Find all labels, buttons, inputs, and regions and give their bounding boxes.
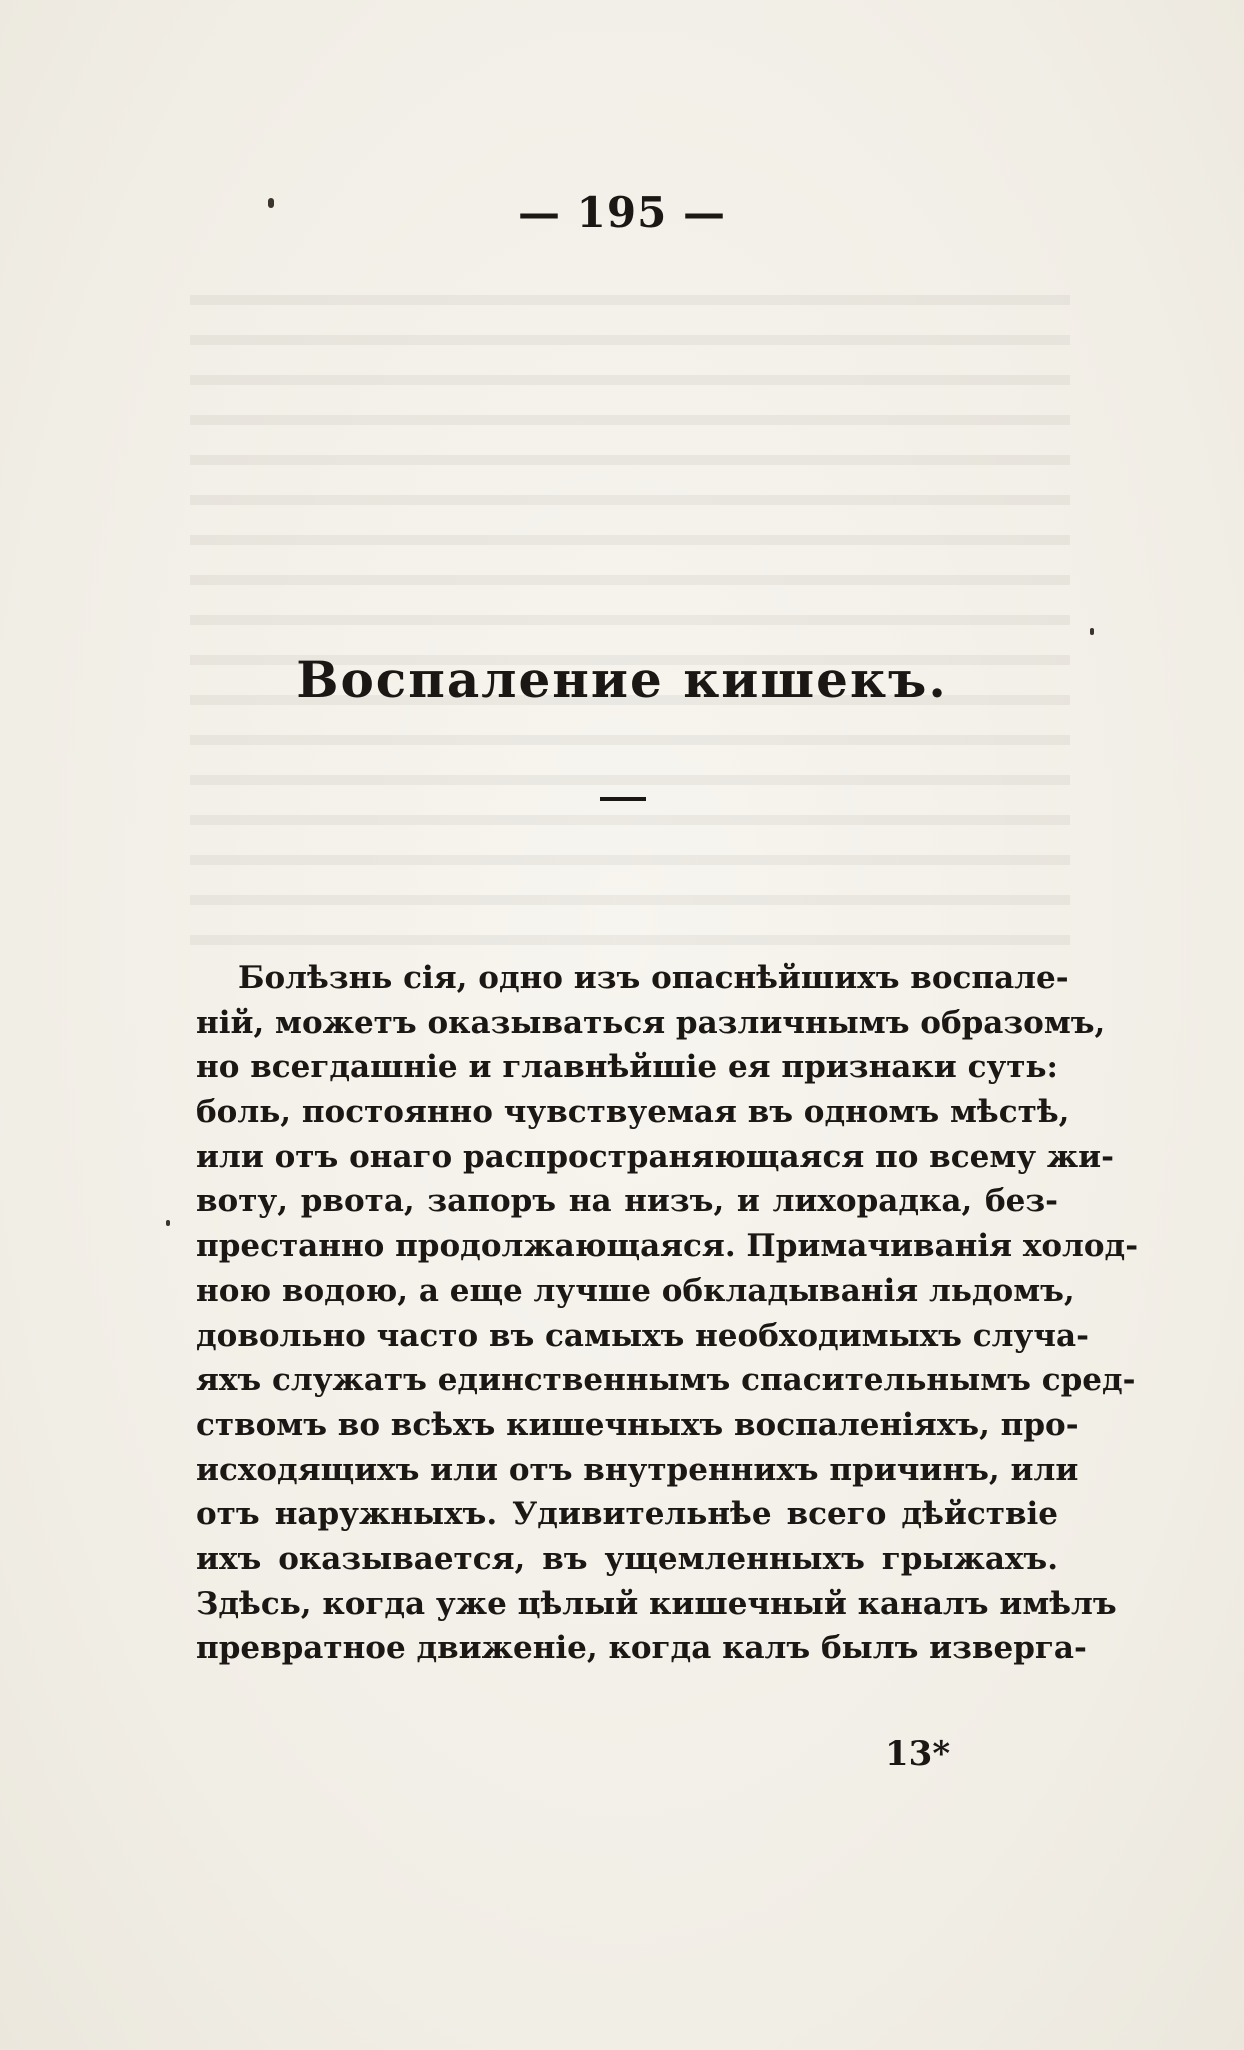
text-line: яхъ служатъ единственнымъ спасительнымъ сред- bbox=[196, 1362, 1136, 1399]
ink-spot bbox=[1090, 628, 1094, 635]
text-line: довольно часто въ самыхъ необходимыхъ случа- bbox=[196, 1317, 1089, 1354]
text-line: ною водою, а еще лучше обкладыванія льдомъ, bbox=[196, 1272, 1075, 1309]
text-line: исходящихъ или отъ внутреннихъ причинъ, или bbox=[196, 1451, 1079, 1488]
text-line: Здѣсь, когда уже цѣлый кишечный каналъ имѣлъ bbox=[196, 1585, 1117, 1622]
section-heading: Воспаление кишекъ. bbox=[296, 650, 948, 709]
text-line: Болѣзнь сія, одно изъ опаснѣйшихъ воспале- bbox=[238, 960, 1069, 996]
show-through-text bbox=[190, 265, 1070, 945]
text-line: превратное движеніе, когда калъ былъ изверга- bbox=[196, 1630, 1087, 1667]
text-line: ихъ оказывается, въ ущемленныхъ грыжахъ. bbox=[196, 1540, 1058, 1577]
text-line: отъ наружныхъ. Удивительнѣе всего дѣйствіе bbox=[196, 1496, 1058, 1533]
signature-mark: 13* bbox=[885, 1734, 951, 1774]
heading-rule bbox=[600, 797, 646, 801]
text-line: ній, можетъ оказываться различнымъ образомъ, bbox=[196, 1004, 1106, 1041]
page-number: — 195 — bbox=[518, 188, 726, 237]
text-line: престанно продолжающаяся. Примачиванія холод- bbox=[196, 1228, 1139, 1265]
text-line: или отъ онаго распространяющаяся по всему жи- bbox=[196, 1138, 1115, 1175]
text-line: боль, постоянно чувствуемая въ одномъ мѣстѣ, bbox=[196, 1094, 1070, 1131]
text-line: ствомъ во всѣхъ кишечныхъ воспаленіяхъ, про- bbox=[196, 1406, 1079, 1443]
text-line: но всегдашніе и главнѣйшіе ея признаки суть: bbox=[196, 1049, 1058, 1086]
ink-spot bbox=[166, 1220, 170, 1226]
text-line: воту, рвота, запоръ на низъ, и лихорадка, без- bbox=[196, 1183, 1058, 1220]
body-paragraph bbox=[196, 956, 1139, 1671]
